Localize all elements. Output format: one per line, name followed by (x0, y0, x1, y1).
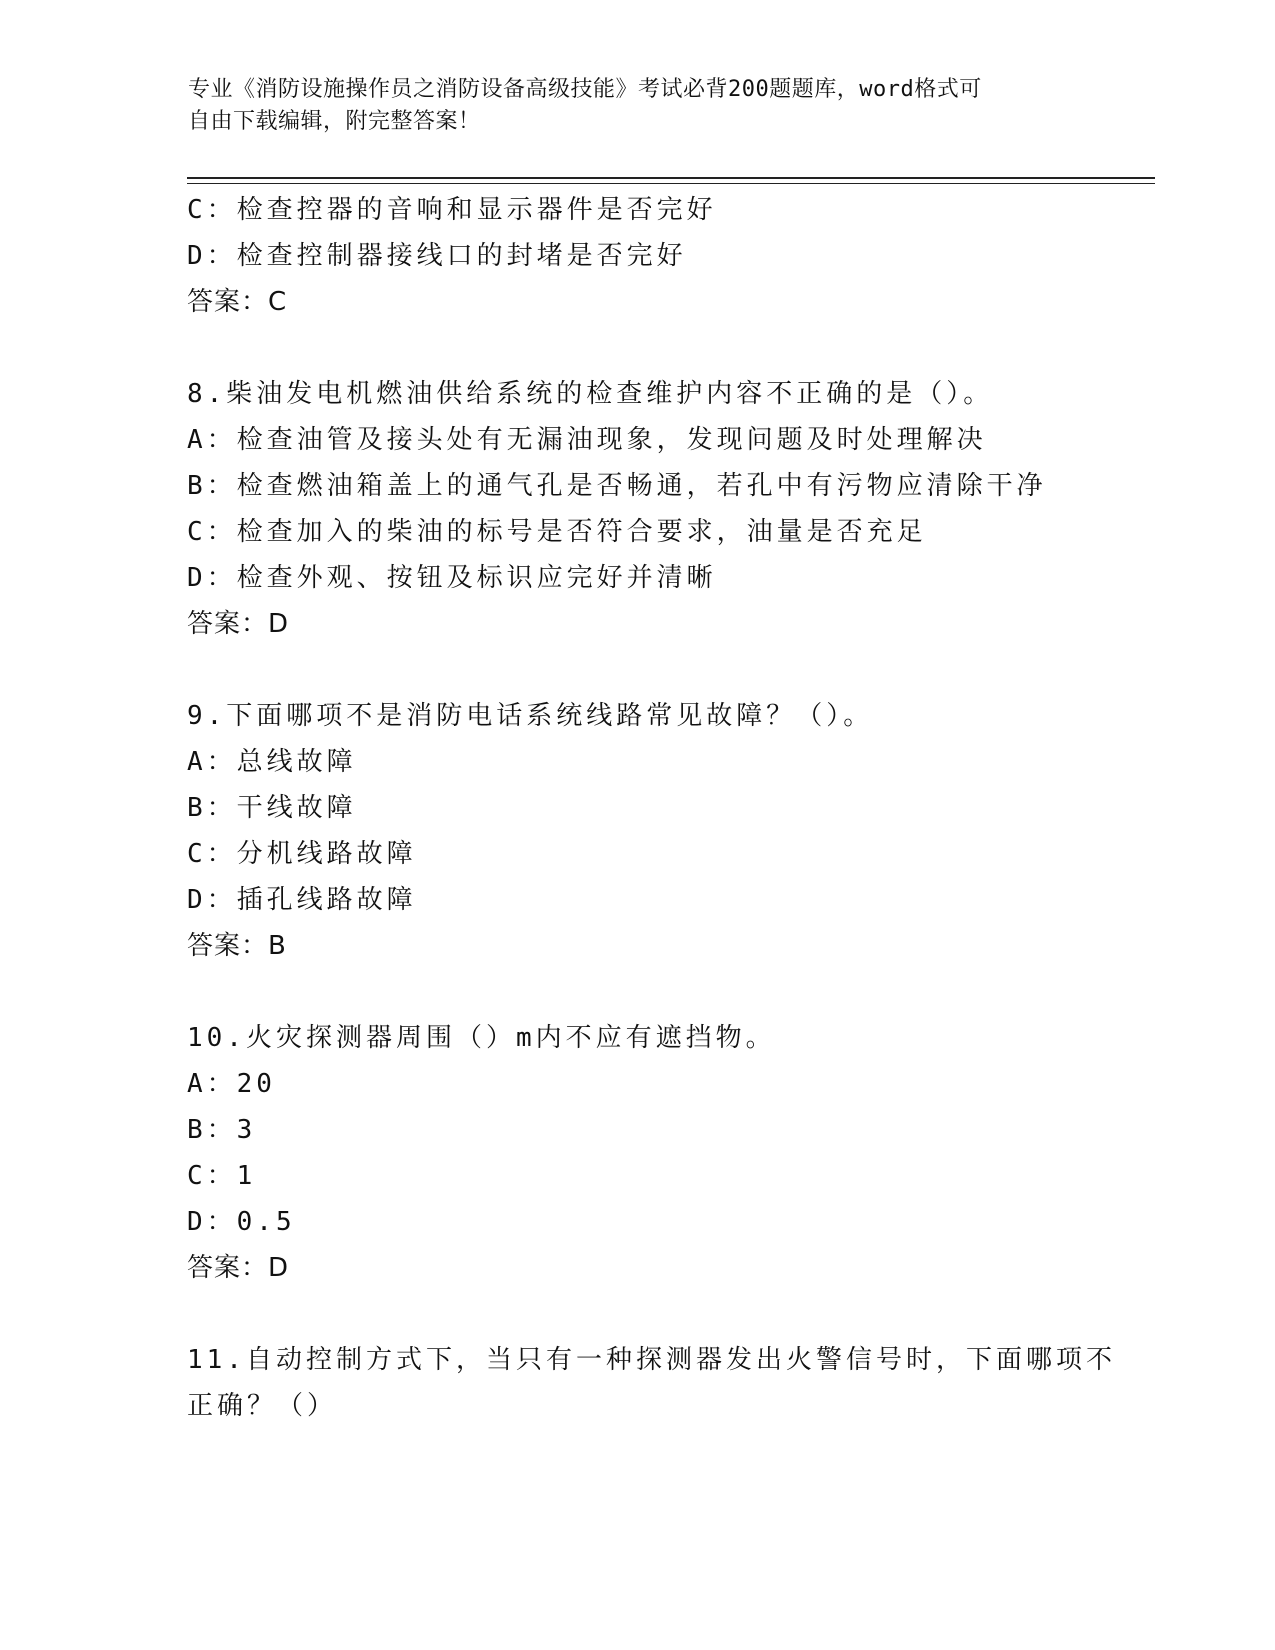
document-header (188, 74, 1068, 138)
option-b: B：干线故障 (187, 793, 357, 823)
spacer (187, 647, 1117, 693)
header-line-1: 专业《消防设施操作员之消防设备高级技能》考试必背200题题库，word格式可 (188, 77, 982, 102)
option-c: C：检查加入的柴油的标号是否符合要求，油量是否充足 (187, 517, 927, 547)
spacer (187, 1291, 1117, 1337)
question-stem: 9.下面哪项不是消防电话系统线路常见故障？（）。 (187, 701, 874, 731)
question-9 (187, 693, 1117, 969)
option-c: C：分机线路故障 (187, 839, 417, 869)
spacer (187, 969, 1117, 1015)
question-10 (187, 1015, 1117, 1291)
question-11 (187, 1337, 1117, 1429)
question-stem: 8.柴油发电机燃油供给系统的检查维护内容不正确的是（）。 (187, 379, 994, 409)
header-line-2: 自由下载编辑，附完整答案！ (188, 109, 481, 134)
option-a: A：20 (187, 1069, 276, 1099)
option-b: B：3 (187, 1115, 257, 1145)
option-b: B：检查燃油箱盖上的通气孔是否畅通，若孔中有污物应清除干净 (187, 471, 1047, 501)
option-d: D：插孔线路故障 (187, 885, 417, 915)
spacer (187, 325, 1117, 371)
question-8 (187, 371, 1117, 647)
option-a: A：总线故障 (187, 747, 357, 777)
answer-label: 答案：B (187, 931, 287, 961)
answer-label: 答案：D (187, 1253, 290, 1283)
option-d: D：检查控制器接线口的封堵是否完好 (187, 241, 687, 271)
question-stem: 10.火灾探测器周围（）m内不应有遮挡物。 (187, 1023, 776, 1053)
answer-label: 答案：C (187, 287, 288, 317)
header-rule-thick (187, 177, 1155, 179)
header-rule-thin (187, 183, 1155, 184)
question-stem-line-1: 11.自动控制方式下，当只有一种探测器发出火警信号时，下面哪项不 (187, 1345, 1116, 1375)
option-c: C：1 (187, 1161, 257, 1191)
option-c: C：检查控器的音响和显示器件是否完好 (187, 195, 717, 225)
option-d: D：检查外观、按钮及标识应完好并清晰 (187, 563, 717, 593)
option-a: A：检查油管及接头处有无漏油现象，发现问题及时处理解决 (187, 425, 987, 455)
question-7-tail (187, 187, 1117, 325)
question-list (187, 187, 1117, 1429)
question-stem-line-2: 正确？（） (187, 1391, 338, 1421)
option-d: D：0.5 (187, 1207, 296, 1237)
answer-label: 答案：D (187, 609, 290, 639)
